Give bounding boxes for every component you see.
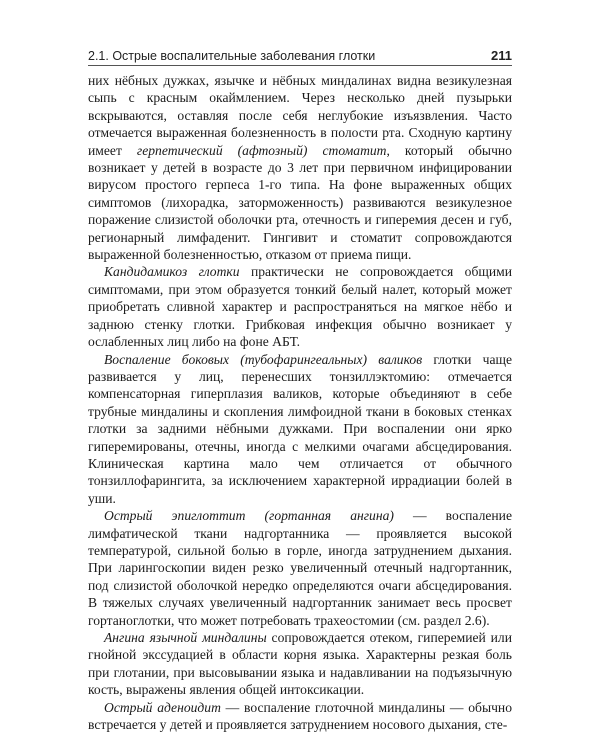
paragraph-0: [88, 72, 512, 263]
text-span: практически не сопровождается общими симптомами, при этом образуется тонкий белый налет, который может приобретать сливной характер и распространяться на мягкое нёбо и заднюю стенку глотки. Грибковая инфекция обычно возникает у ослабленных лиц либо на фоне АБТ.: [88, 264, 512, 350]
running-header: [88, 48, 512, 63]
italic-term: Острый аденоидит: [104, 699, 221, 715]
body-text: [88, 72, 512, 733]
page-number: 211: [491, 48, 512, 63]
italic-term: Острый эпиглоттит (гортанная ангина): [104, 508, 394, 524]
paragraph-5: [88, 699, 512, 734]
paragraph-4: [88, 629, 512, 699]
text-span: — воспаление лимфатической ткани надгортанника — проявляется высокой температурой, сильной болью в горле, иногда затруднением дыхания. При ларингоскопии виден резко увеличенный отечный надгортанник, под слизистой оболочкой нередко определяются очаги абсцедирования. В тяжелых случаях увеличенный надгортанник занимает весь просвет гортаноглотки, что может потребовать трахеостомии (см. раздел 2.6).: [88, 508, 512, 628]
paragraph-1: [88, 263, 512, 350]
paragraph-3: [88, 507, 512, 629]
section-title: 2.1. Острые воспалительные заболевания глотки: [88, 49, 376, 63]
text-span: — воспаление глоточной миндалины — обычно встречается у детей и проявляется затруднением носового дыхания, сте-: [88, 699, 512, 733]
italic-term: Воспаление боковых (тубофарингеальных) валиков: [104, 351, 423, 367]
header-rule: [88, 65, 512, 66]
text-span: глотки чаще развивается у лиц, перенесших тонзиллэктомию: отмечается компенсаторная гиперплазия валиков, которые объединяют в себе трубные миндалины и скопления лимфоидной ткани в боковых стенках глотки за задними нёбными дужками. При воспалении они ярко гиперемированы, отечны, иногда с мелкими очагами абсцедирования. Клиническая картина мало чем отличается от обычного тонзиллофарингита, за исключением характерной иррадиации болей в уши.: [88, 351, 512, 506]
italic-term: Ангина язычной миндалины: [104, 630, 267, 645]
italic-term: герпетический (афтозный) стоматит: [136, 142, 387, 158]
paragraph-2: [88, 351, 512, 508]
italic-term: Кандидамикоз глотки: [104, 264, 240, 280]
text-span: сопровождается отеком, гиперемией или гнойной экссудацией в области корня языка. Характерны резкая боль при глотании, при высовывании языка и надавливании на подъязычную кость, выражены явления общей интоксикации.: [88, 630, 512, 698]
text-span: них нёбных дужках, язычке и нёбных миндалинах видна везикулезная сыпь с красным окаймлением. Через несколько дней пузырьки вскрываются, оставляя после себя неглубокие изъязвления. Часто отмечается выраженная болезненность в полости рта. Сходную картину имеет: [88, 73, 512, 158]
text-span: , который обычно возникает у детей в возрасте до 3 лет при первичном инфицировании вирусом простого герпеса 1-го типа. На фоне выраженных общих симптомов (лихорадка, заторможенность) развиваются везикулезное поражение слизистой оболочки рта, отечность и гиперемия десен и губ, регионарный лимфаденит. Гингивит и стоматит сопровождаются выраженной болезненностью, отказом от приема пищи.: [88, 142, 512, 263]
